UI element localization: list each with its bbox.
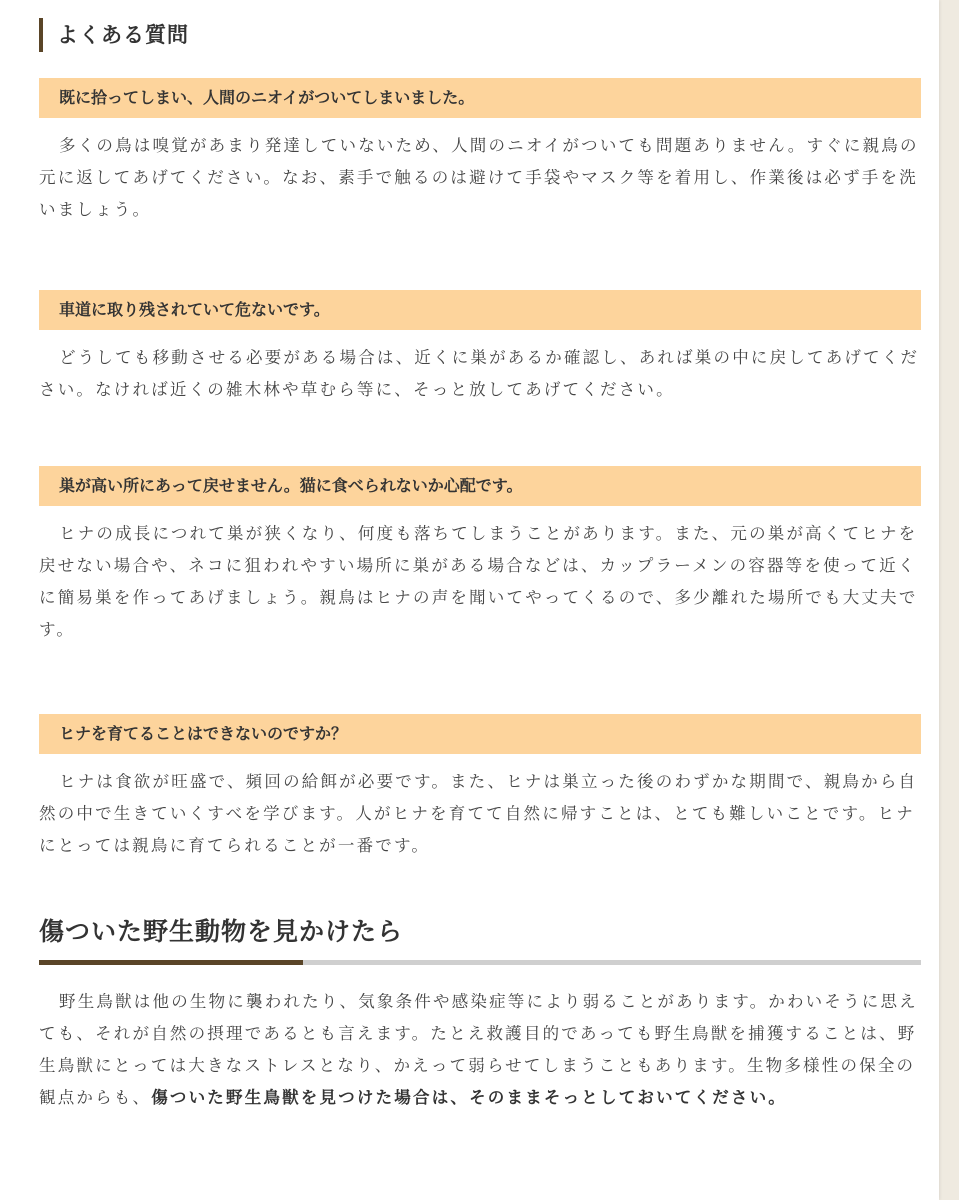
faq-question-1: 既に拾ってしまい、人間のニオイがついてしまいました。	[39, 78, 921, 118]
injured-animals-body	[39, 986, 921, 1114]
faq-question-2: 車道に取り残されていて危ないです。	[39, 290, 921, 330]
injured-animals-heading: 傷ついた野生動物を見かけたら	[39, 917, 404, 946]
faq-heading: よくある質問	[39, 18, 189, 52]
faq-answer-2: どうしても移動させる必要がある場合は、近くに巣があるか確認し、あれば巣の中に戻してあげてください。なければ近くの雑木林や草むら等に、そっと放してあげてください。	[39, 348, 920, 399]
injured-animals-body-text: 野生鳥獣は他の生物に襲われたり、気象条件や感染症等により弱ることがあります。かわいそうに思えても、それが自然の摂理であるとも言えます。たとえ救護目的であっても野生鳥獣を捕獲することは、野生鳥獣にとっては大きなストレスとなり、かえって弱らせてしまうこともあります。生物多様性の保全の観点からも、	[39, 992, 918, 1107]
faq-answer-1: 多くの鳥は嗅覚があまり発達していないため、人間のニオイがついても問題ありません。すぐに親鳥の元に返してあげてください。なお、素手で触るのは避けて手袋やマスク等を着用し、作業後は必ず手を洗いましょう。	[39, 136, 919, 219]
faq-question-4: ヒナを育てることはできないのですか？	[39, 714, 921, 754]
faq-question-3: 巣が高い所にあって戻せません。猫に食べられないか心配です。	[39, 466, 921, 506]
faq-answer-4: ヒナは食欲が旺盛で、頻回の給餌が必要です。また、ヒナは巣立った後のわずかな期間で、親鳥から自然の中で生きていくすべを学びます。人がヒナを育てて自然に帰すことは、とても難しいことです。ヒナにとっては親鳥に育てられることが一番です。	[39, 772, 918, 855]
faq-answer-3: ヒナの成長につれて巣が狭くなり、何度も落ちてしまうことがあります。また、元の巣が高くてヒナを戻せない場合や、ネコに狙われやすい場所に巣がある場合などは、カップラーメンの容器等を使って近くに簡易巣を作ってあげましょう。親鳥はヒナの声を聞いてやってくるので、多少離れた場所でも大丈夫です。	[39, 524, 918, 639]
injured-animals-body-emphasis: 傷ついた野生鳥獣を見つけた場合は、そのままそっとしておいてください。	[151, 1088, 788, 1107]
heading-underline-accent	[39, 960, 303, 965]
heading-underline	[39, 960, 921, 965]
